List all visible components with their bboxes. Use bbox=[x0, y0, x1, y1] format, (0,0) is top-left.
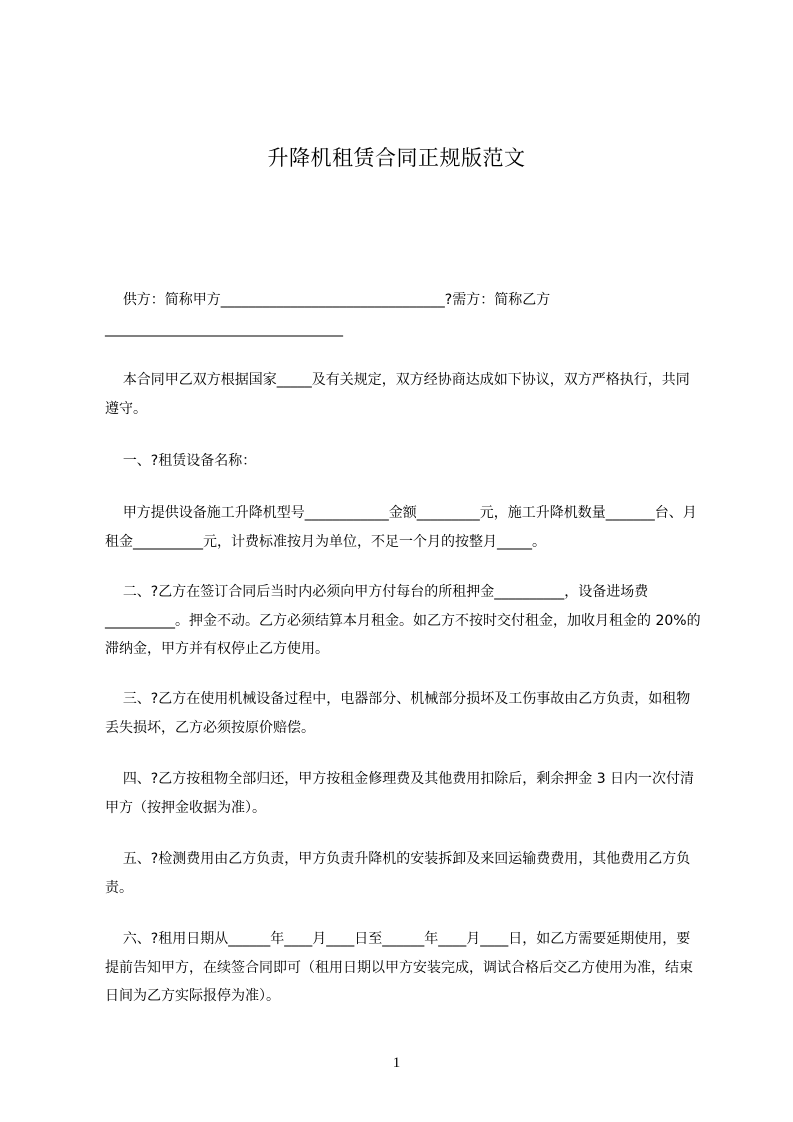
section-1-paragraph: 甲方提供设备施工升降机型号____________金额_________元，施工升降机数量_______台、月租金__________元，计费标准按月为单位，不足一个月的按整月_____。 bbox=[105, 505, 697, 550]
section-2-paragraph: 二、?乙方在签订合同后当时内必须向甲方付每台的所租押金__________，设备进场费__________。押金不动。乙方必须结算本月租金。如乙方不按时交付租金，加收月租金的 20%的滞纳金，甲方并有权停止乙方使用。 bbox=[105, 584, 701, 657]
document-title: 升降机租赁合同正规版范文 bbox=[267, 146, 526, 170]
section-3-paragraph: 三、?乙方在使用机械设备过程中，电器部分、机械部分损坏及工伤事故由乙方负责，如租物丢失损坏，乙方必须按原价赔偿。 bbox=[105, 691, 691, 736]
section-1-heading: 一、?租赁设备名称： bbox=[105, 453, 257, 469]
parties-paragraph: 供方：简称甲方________________________________?需方：简称乙方__________________________________ bbox=[105, 292, 551, 337]
section-5-paragraph: 五、?检测费用由乙方负责，甲方负责升降机的安装拆卸及来回运输费费用，其他费用乙方负责。 bbox=[105, 851, 691, 896]
section-4-paragraph: 四、?乙方按租物全部归还，甲方按租金修理费及其他费用扣除后，剩余押金 3 日内一次付清甲方（按押金收据为准）。 bbox=[105, 771, 695, 816]
section-6-paragraph: 六、?租用日期从______年____月____日至______年____月____日，如乙方需要延期使用，要提前告知甲方，在续签合同即可（租用日期以甲方安装完成，调试合格后交乙方使用为准，结束日间为乙方实际报停为准）。 bbox=[105, 931, 693, 1004]
page-number: 1 bbox=[392, 1055, 401, 1071]
intro-paragraph: 本合同甲乙双方根据国家_____及有关规定，双方经协商达成如下协议，双方严格执行，共同遵守。 bbox=[105, 372, 690, 417]
